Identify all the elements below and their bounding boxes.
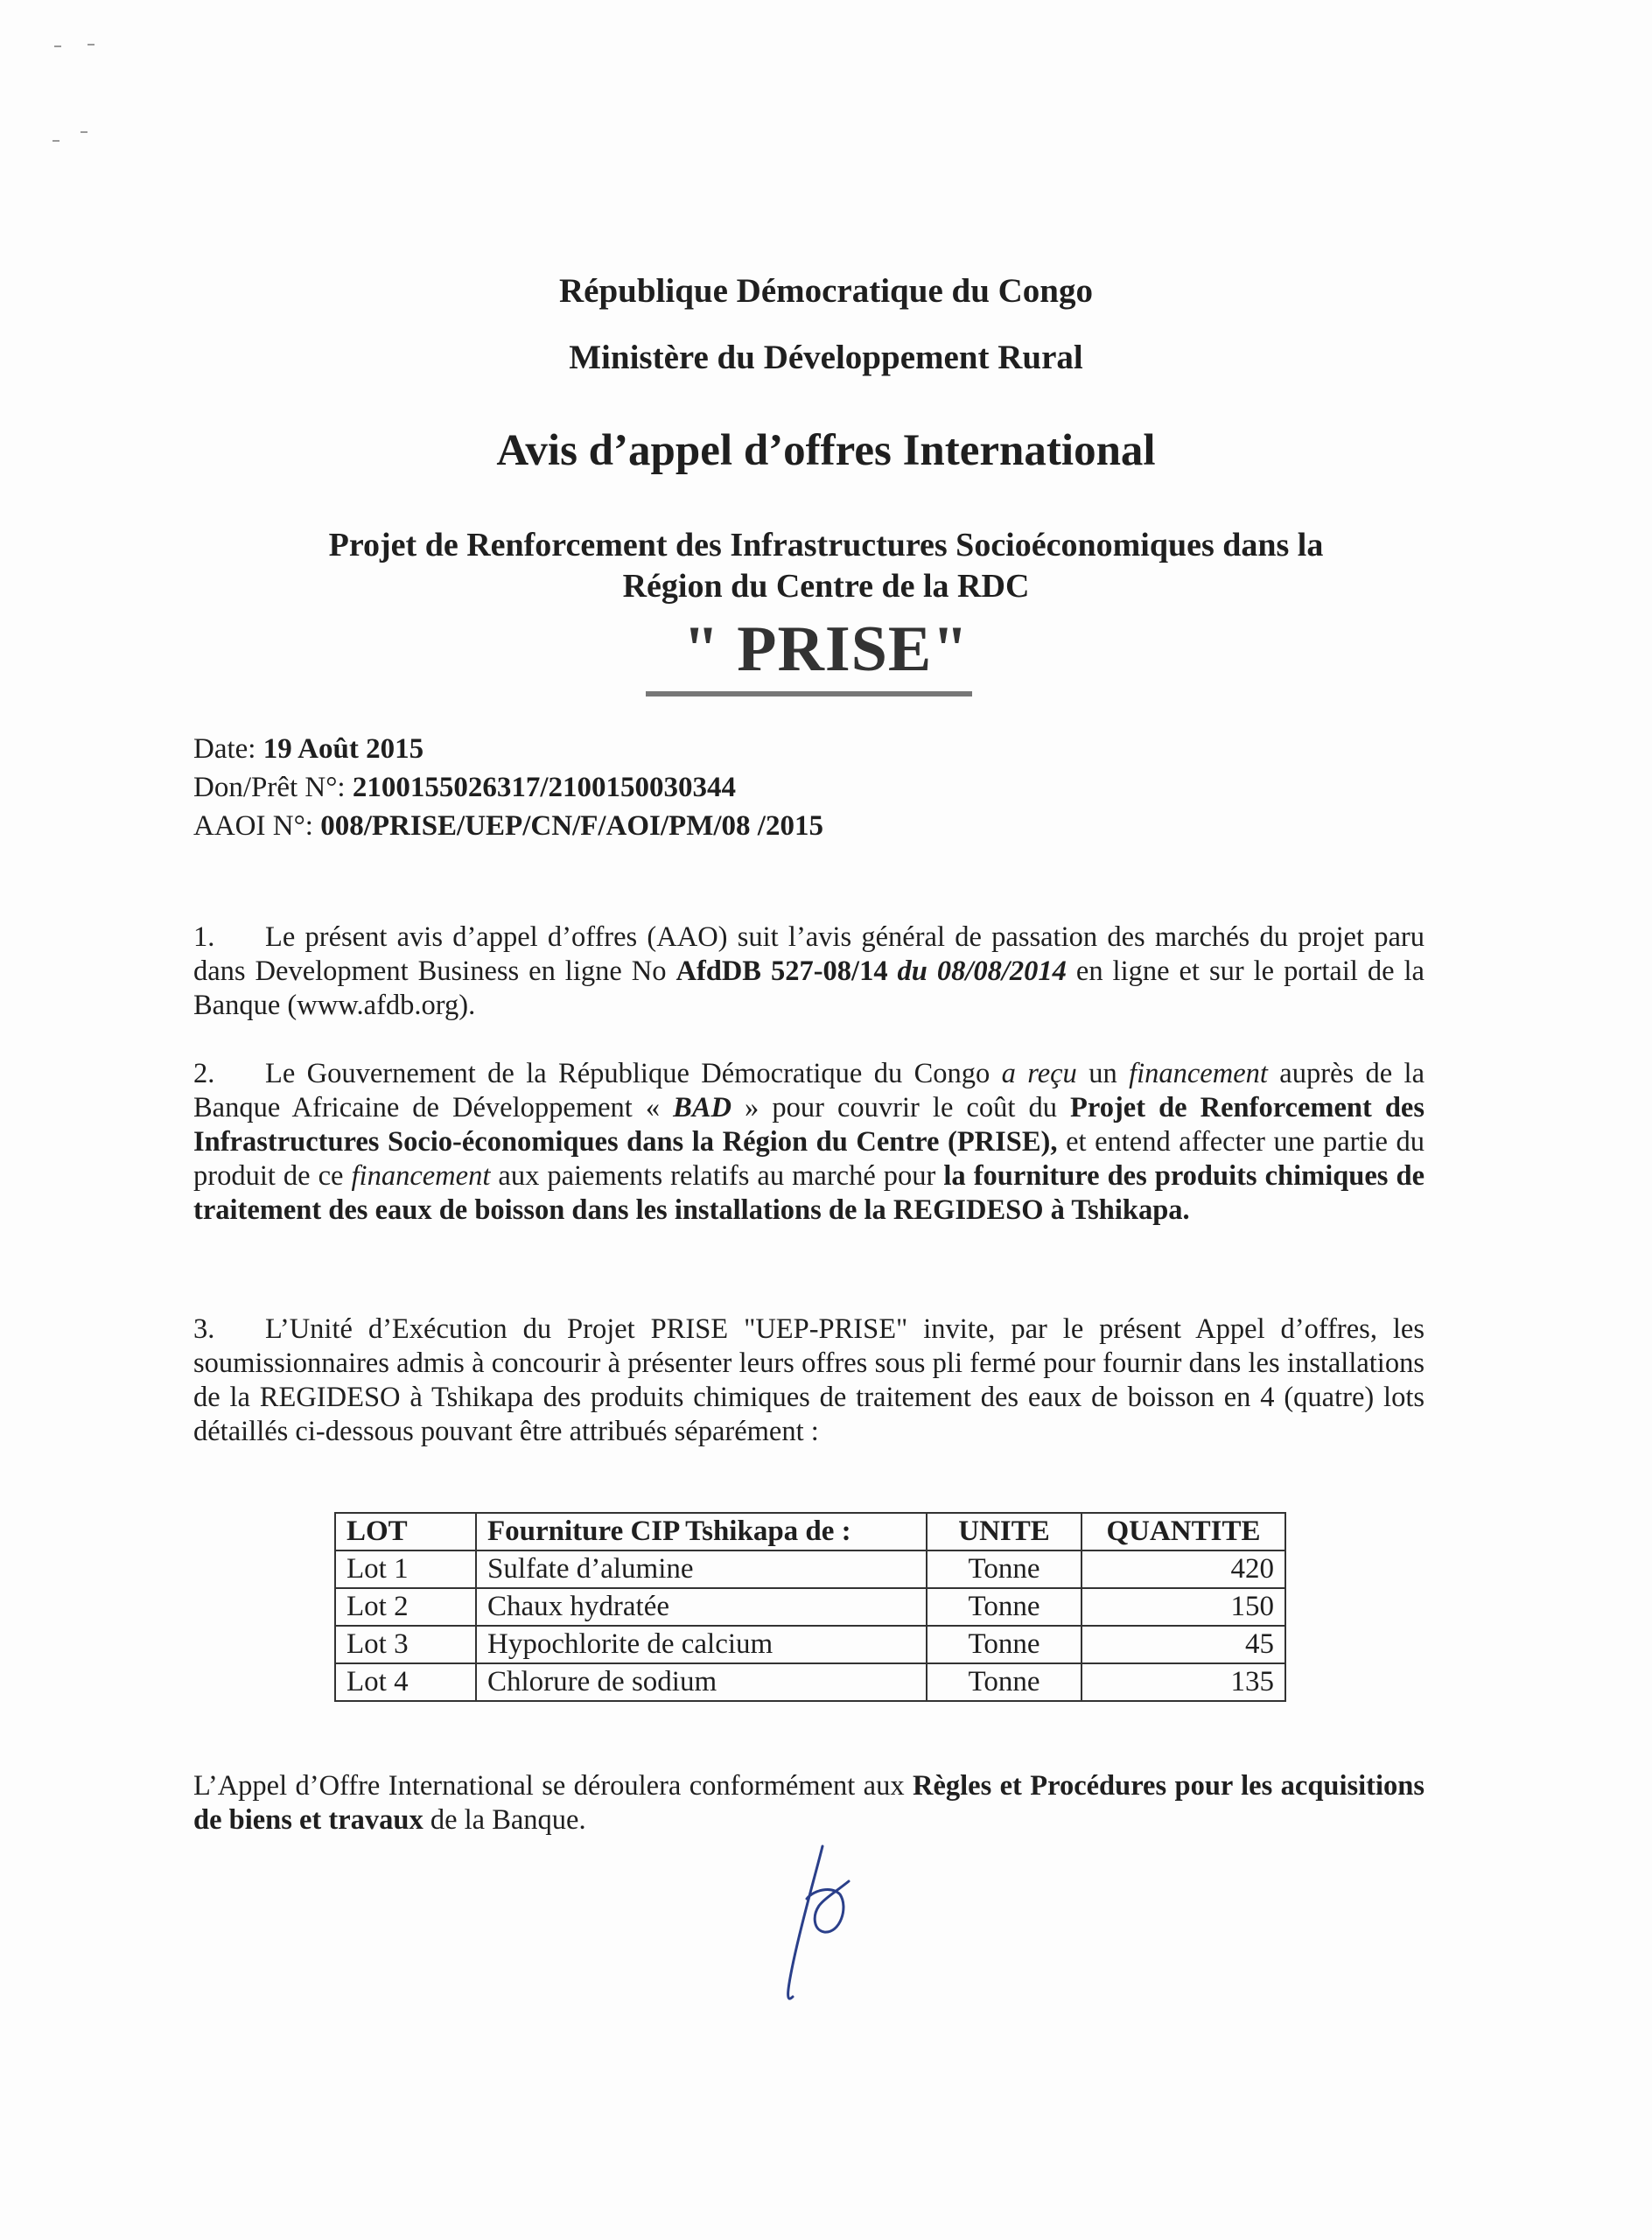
text: aux paiements relatifs au marché pour [490, 1160, 944, 1192]
text: auprès de la Banque Africaine de Développement « [193, 1058, 1425, 1124]
closing-paragraph [193, 1769, 1424, 1838]
table-row [335, 1663, 1285, 1701]
project-name: Projet de Renforcement des Infrastructures Socio-économiques dans la Région du Centre (PRISE), [193, 1092, 1424, 1158]
aaoi-value: 008/PRISE/UEP/CN/F/AOI/PM/08 /2015 [320, 810, 823, 842]
reference-number: AfdDB 527-08/14 [676, 956, 888, 987]
text: Le présent avis d’appel d’offres (AAO) suit l’avis général de passation des marchés du projet paru dans Development Business en ligne No [193, 921, 1424, 987]
cell-unit: Tonne [927, 1550, 1082, 1588]
column-header: LOT [335, 1513, 476, 1550]
rules-reference: Règles et Procédures pour les acquisitions de biens et travaux [193, 1770, 1425, 1836]
paragraph-2 [193, 1057, 1424, 1228]
table-row [335, 1550, 1285, 1588]
contract-subject: la fourniture des produits chimiques de traitement des eaux de boisson dans les installations de la REGIDESO à Tshikapa. [193, 1160, 1424, 1226]
cell-item: Chaux hydratée [476, 1588, 927, 1626]
column-header: QUANTITE [1082, 1513, 1285, 1550]
acronym-underline [646, 691, 972, 696]
project-name-line1: Projet de Renforcement des Infrastructures Socioéconomiques dans la [328, 527, 1324, 564]
paragraph-3 [193, 1312, 1424, 1449]
cell-quantity: 150 [1082, 1588, 1285, 1626]
cell-item: Hypochlorite de calcium [476, 1626, 927, 1663]
lots-table [334, 1512, 1286, 1702]
aaoi-label: AAOI N°: [193, 810, 321, 842]
cell-item: Chlorure de sodium [476, 1663, 927, 1701]
cell-item: Sulfate d’alumine [476, 1550, 927, 1588]
cell-quantity: 45 [1082, 1626, 1285, 1663]
initials-signature [761, 1838, 884, 2012]
project-acronym: " PRISE" [682, 613, 970, 685]
meta-aaoi [193, 807, 823, 845]
text: financement [351, 1160, 491, 1192]
text: a reçu [1001, 1058, 1077, 1089]
cell-unit: Tonne [927, 1588, 1082, 1626]
paragraph-1 [193, 920, 1424, 1023]
reference-date: du 08/08/2014 [887, 956, 1067, 987]
country-heading: République Démocratique du Congo [559, 272, 1093, 310]
text: Le Gouvernement de la République Démocratique du Congo [265, 1058, 1002, 1089]
paragraph-number: 1. [193, 921, 215, 953]
meta-date [193, 730, 424, 768]
text: L’Appel d’Offre International se déroulera conformément aux [193, 1770, 913, 1802]
table-header-row [335, 1513, 1285, 1550]
column-header: UNITE [927, 1513, 1082, 1550]
table-row [335, 1626, 1285, 1663]
loan-label: Don/Prêt N°: [193, 772, 353, 803]
cell-lot: Lot 2 [335, 1588, 476, 1626]
document-title: Avis d’appel d’offres International [496, 426, 1156, 475]
cell-lot: Lot 4 [335, 1663, 476, 1701]
loan-value: 2100155026317/2100150030344 [352, 772, 737, 803]
text: financement [1129, 1058, 1268, 1089]
cell-quantity: 420 [1082, 1550, 1285, 1588]
cell-quantity: 135 [1082, 1663, 1285, 1701]
text: L’Unité d’Exécution du Projet PRISE "UEP-PRISE" invite, par le présent Appel d’offres, les soumissionnaires admis à concourir à présenter leurs offres sous pli fermé pour fournir dans les installations de la REGIDESO à Tshikapa des produits chimiques de traitement des eaux de boisson en 4 (quatre) lots détaillés ci-dessous pouvant être attribués séparément : [193, 1313, 1424, 1447]
cell-lot: Lot 3 [335, 1626, 476, 1663]
cell-unit: Tonne [927, 1663, 1082, 1701]
text: un [1076, 1058, 1130, 1089]
scan-speck [80, 131, 88, 133]
column-header: Fourniture CIP Tshikapa de : [476, 1513, 927, 1550]
scan-speck [52, 140, 60, 142]
text: en ligne et sur le portail de la Banque (www.afdb.org). [193, 956, 1424, 1021]
paragraph-number: 3. [193, 1313, 215, 1345]
text: de la Banque. [423, 1804, 586, 1836]
table-row [335, 1588, 1285, 1626]
cell-unit: Tonne [927, 1626, 1082, 1663]
scan-speck [54, 46, 61, 47]
meta-loan [193, 768, 736, 807]
cell-lot: Lot 1 [335, 1550, 476, 1588]
project-name-line2: Région du Centre de la RDC [622, 568, 1030, 605]
date-label: Date: [193, 733, 263, 765]
scan-speck [88, 44, 94, 46]
text: BAD [673, 1092, 732, 1124]
text: » pour couvrir le coût du [732, 1092, 1071, 1124]
date-value: 19 Août 2015 [262, 733, 424, 765]
text: et entend affecter une partie du produit de ce [193, 1126, 1424, 1192]
paragraph-number: 2. [193, 1058, 215, 1089]
ministry-heading: Ministère du Développement Rural [569, 339, 1083, 376]
